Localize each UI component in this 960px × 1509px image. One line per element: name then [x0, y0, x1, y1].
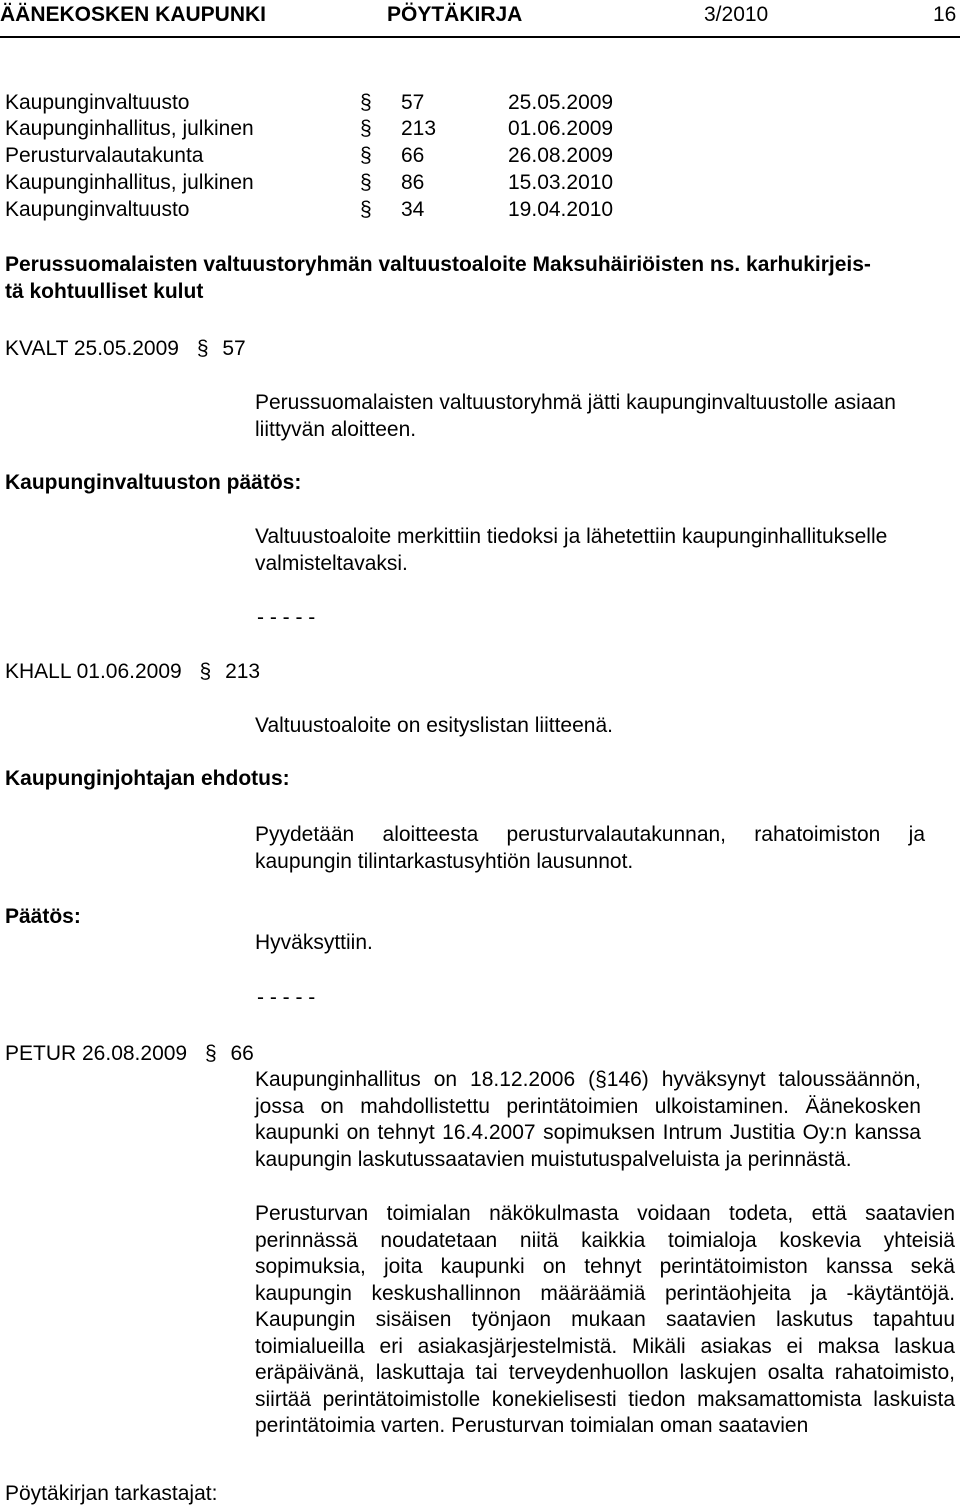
history-date: 25.05.2009: [508, 91, 614, 114]
mayor-proposal-label: Kaupunginjohtajan ehdotus:: [5, 767, 290, 790]
item-title-line-2: tä kohtuulliset kulut: [5, 280, 204, 303]
history-date: 01.06.2009: [508, 117, 614, 140]
history-body: Kaupunginhallitus, julkinen: [5, 117, 254, 140]
history-body: Kaupunginvaltuusto: [5, 91, 190, 114]
separator: - - - - -: [257, 986, 316, 1009]
document-type: PÖYTÄKIRJA: [387, 3, 523, 26]
council-decision-text: Valtuustoaloite merkittiin tiedoksi ja lähetettiin kaupunginhallitukselle valmisteltavaksi.: [255, 525, 888, 575]
history-section: 34: [401, 198, 425, 221]
petur-reference: [5, 1041, 254, 1068]
petur-section: 66: [230, 1042, 254, 1065]
section-sign: §: [360, 117, 372, 140]
issue-number: 3/2010: [704, 3, 769, 26]
organization-name: ÄÄNEKOSKEN KAUPUNKI: [0, 3, 267, 26]
kvalt-text: Perussuomalaisten valtuustoryhmä jätti kaupunginvaltuustolle asiaan liittyvän aloitteen.: [255, 391, 896, 441]
section-sign: §: [360, 171, 372, 194]
section-sign: §: [360, 198, 372, 221]
petur-paragraph-2: Perusturvan toimialan näkökulmasta voidaan todeta, että saatavien perinnässä noudatetaan niitä kaikkia toimialoja koskevia yhteisiä sopimuksia, joita kaupunki on tehnyt perintätoimiston kanssa sekä kaupungin keskushallinnon määräämiä perintäohjeita ja -käytäntöjä. Kaupungin sisäisen työnjaon mukaan saatavien laskutus tapahtuu toimialueilla eri asiakasjärjestelmistä. Mikäli asiakas ei maksa laskua eräpäivänä, laskuttaja tai terveydenhuollon laskujen osalta rahatoimisto, siirtää perintätoimistolle konekielisesti tiedon maksamattomista laskuista perintätoimia varten. Perusturvan toimialan oman saatavien: [255, 1202, 955, 1437]
petur-ref: PETUR 26.08.2009: [5, 1042, 188, 1065]
council-decision-label: Kaupunginvaltuuston päätös:: [5, 471, 302, 494]
history-date: 15.03.2010: [508, 171, 614, 194]
khall-section: 213: [225, 660, 261, 683]
minutes-reviewers-label: Pöytäkirjan tarkastajat:: [5, 1482, 218, 1505]
history-section: 66: [401, 144, 425, 167]
section-sign: §: [199, 660, 212, 683]
history-section: 213: [401, 117, 437, 140]
section-sign: §: [196, 337, 209, 360]
section-sign: §: [360, 91, 372, 114]
page-number: 16: [933, 3, 957, 26]
section-sign: §: [204, 1042, 217, 1065]
header-divider: [0, 36, 960, 38]
history-date: 19.04.2010: [508, 198, 614, 221]
section-sign: §: [360, 144, 372, 167]
khall-reference: [5, 659, 260, 686]
history-section: 86: [401, 171, 425, 194]
history-date: 26.08.2009: [508, 144, 614, 167]
history-body: Kaupunginvaltuusto: [5, 198, 190, 221]
separator: - - - - -: [257, 606, 316, 629]
history-body: Perusturvalautakunta: [5, 144, 204, 167]
petur-paragraph-1: Kaupunginhallitus on 18.12.2006 (§146) hyväksynyt taloussäännön, jossa on mahdollistettu perintätoimien ulkoistaminen. Äänekosken kaupunki on tehnyt 16.4.2007 sopimuksen Intrum Justitia Oy:n kanssa kaupungin laskutussaatavien muistutuspalveluista ja perinnästä.: [255, 1068, 921, 1171]
page-header: [0, 0, 960, 40]
decision-label: Päätös:: [5, 905, 81, 928]
history-body: Kaupunginhallitus, julkinen: [5, 171, 254, 194]
item-title-line-1: Perussuomalaisten valtuustoryhmän valtuustoaloite Maksuhäiriöisten ns. karhukirjeis-: [5, 253, 871, 276]
kvalt-reference: [5, 336, 246, 363]
khall-text: Valtuustoaloite on esityslistan liitteenä.: [255, 714, 613, 737]
khall-ref: KHALL 01.06.2009: [5, 660, 182, 683]
decision-text: Hyväksyttiin.: [255, 931, 373, 954]
history-section: 57: [401, 91, 425, 114]
mayor-proposal-text: Pyydetään aloitteesta perusturvalautakunnan, rahatoimiston ja kaupungin tilintarkastusyhtiön lausunnot.: [255, 823, 925, 873]
kvalt-ref: KVALT 25.05.2009: [5, 337, 179, 360]
kvalt-section: 57: [222, 337, 246, 360]
